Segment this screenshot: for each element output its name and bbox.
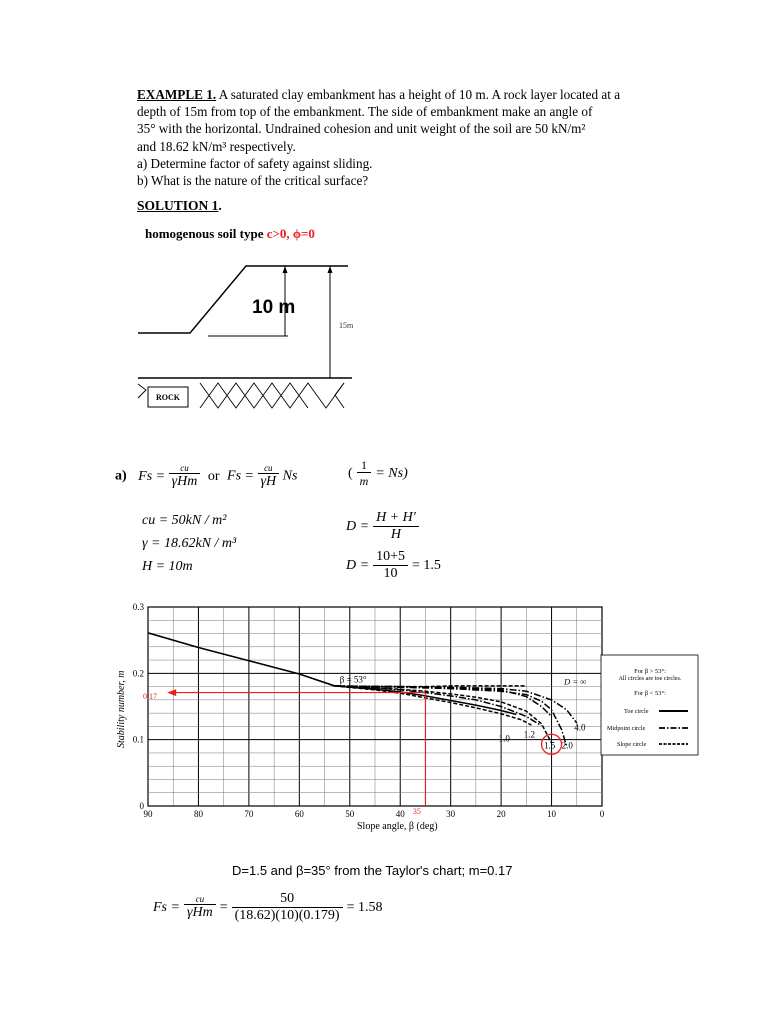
y-axis-label: Stability number, m [116, 670, 127, 748]
example-heading: EXAMPLE 1. [137, 87, 217, 102]
solution-heading: SOLUTION 1. [137, 198, 222, 213]
depth-factor-value: D = $\frac{10+5}{10}$ = 1.5 [346, 549, 441, 581]
x-tick-label: 30 [446, 809, 456, 819]
d-2-label: 2.0 [561, 740, 573, 751]
d-1-2-label: 1.2 [523, 729, 536, 740]
height-label: 10 m [252, 297, 296, 318]
reciprocal-formula: ( $\frac{1}{m}$ = Ns) [348, 458, 408, 488]
beta-53-label: β = 53° [339, 674, 367, 685]
soil-condition: c>0, ϕ=0 [266, 226, 315, 241]
depth-label: 15m [339, 321, 354, 330]
svg-text:Midpoint circle: Midpoint circle [607, 725, 646, 732]
given-cu: cu = 50kN / m² [142, 513, 227, 528]
final-fs-result: = 1.58 [346, 900, 383, 916]
fs-fraction-2: $\frac{cu}{\gamma H}$ [258, 463, 280, 490]
problem-line-2: depth of 15m from top of the embankment. The side of embankment make an angle of [137, 104, 593, 120]
y-tick-label: 0.3 [132, 602, 144, 612]
chart-legend [601, 655, 698, 755]
problem-line-1: EXAMPLE 1. A saturated clay embankment has a height of 10 m. A rock layer located at a [137, 87, 621, 102]
question-b: b) What is the nature of the critical surface? [137, 173, 369, 189]
d-1-label: 1.0 [498, 733, 510, 744]
x-tick-label: 50 [345, 809, 355, 819]
question-a: a) Determine factor of safety against sliding. [137, 155, 373, 171]
svg-text:All circles are toe circles.: All circles are toe circles. [618, 675, 682, 682]
x-tick-label: 0 [599, 809, 605, 819]
svg-text:Toe circle: Toe circle [624, 708, 649, 715]
final-fs-computation: Fs = $\frac{cu}{\text{γHm}}$ = $\frac{50}{(18.62)(10)(0.179)}$ = 1.58 [153, 891, 383, 923]
d-infinity-label: D = ∞ [564, 676, 587, 687]
given-height: H = 10m [142, 559, 193, 574]
read-m-value: 0.17 [142, 692, 157, 702]
svg-text:Slope circle: Slope circle [617, 741, 647, 748]
y-tick-label: 0.1 [132, 734, 144, 745]
fs-fraction-1: $\frac{cu}{\text{γHm}}$ [169, 463, 201, 490]
d-1-5-label: 1.5 [543, 740, 556, 751]
problem-line-4: and 18.62 kN/m³ respectively. [137, 138, 296, 154]
x-tick-label: 20 [496, 809, 506, 819]
svg-text:For β > 53°:: For β > 53°: [634, 668, 666, 675]
chart-reading-caption: D=1.5 and β=35° from the Taylor's chart; m=0.17 [232, 863, 513, 878]
d-4-label: 4.0 [574, 722, 586, 733]
x-tick-label: 90 [143, 809, 153, 819]
x-tick-label: 10 [547, 809, 557, 819]
depth-factor-formula: D = $\frac{H + H'}{H}$ [346, 510, 419, 543]
fs-formula-row: a) Fs = $\frac{cu}{\text{γHm}}$ or Fs = $\frac{cu}{\gamma H}$ Ns [115, 463, 298, 489]
x-axis-label: Slope angle, β (deg) [357, 821, 438, 832]
rock-label: ROCK [156, 393, 180, 402]
x-tick-label: 60 [294, 809, 304, 819]
problem-line-3: 35° with the horizontal. Undrained cohesion and unit weight of the soil are 50 kN/m² [137, 121, 586, 137]
x-tick-label: 70 [244, 809, 254, 819]
chart-grid [148, 607, 602, 806]
read-beta-value: 35 [412, 806, 421, 816]
y-tick-label: 0.2 [132, 668, 144, 679]
soil-type-line: homogenous soil type c>0, ϕ=0 [145, 226, 315, 241]
x-tick-label: 40 [395, 809, 405, 819]
y-tick-label: 0 [139, 801, 144, 811]
given-gamma: γ = 18.62kN / m³ [142, 536, 237, 551]
svg-text:For β < 53°:: For β < 53°: [634, 690, 666, 697]
x-tick-label: 80 [193, 809, 203, 819]
